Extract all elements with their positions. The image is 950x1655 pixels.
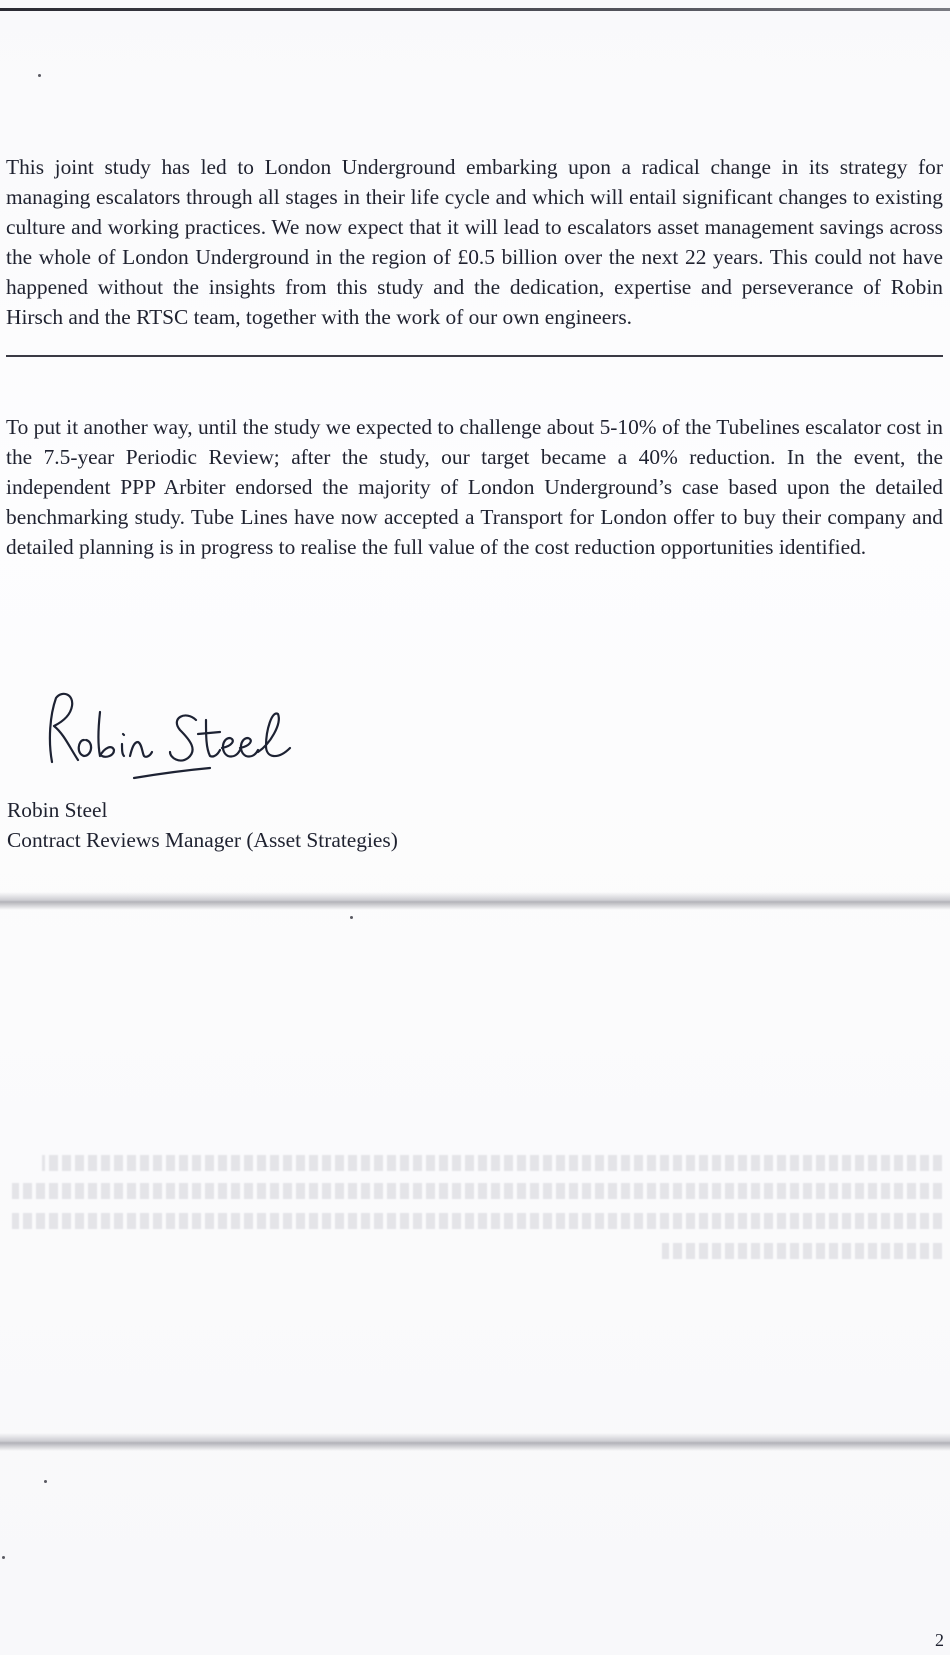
signatory-title: Contract Reviews Manager (Asset Strategies) bbox=[7, 828, 398, 852]
bleed-line bbox=[12, 1183, 942, 1199]
show-through-bleed bbox=[0, 1147, 950, 1277]
body-paragraph-2: To put it another way, until the study we expected to challenge about 5-10% of the Tubelines escalator cost in the 7.5-year Periodic Review; after the study, our target became a 40% reduction. In the event, the independent PPP Arbiter endorsed the majority of London Underground’s case based upon the detailed benchmarking study. Tube Lines have now accepted a Transport for London offer to buy their company and detailed planning is in progress to realise the full value of the cost reduction opportunities identified. bbox=[6, 415, 943, 559]
signatory-name: Robin Steel bbox=[7, 798, 108, 822]
bleed-line bbox=[42, 1155, 942, 1171]
paper-fold-crease bbox=[0, 1433, 950, 1451]
handwritten-signature bbox=[38, 690, 298, 785]
scan-speck bbox=[2, 1556, 5, 1559]
scan-speck bbox=[44, 1480, 47, 1483]
body-paragraph-1: This joint study has led to London Underground embarking upon a radical change in its strategy for managing escalators through all stages in their life cycle and which will entail significant changes to existing culture and working practices. We now expect that it will lead to escalators asset management savings across the whole of London Underground in the region of £0.5 billion over the next 22 years. This could not have happened without the insights from this study and the dedication, expertise and perseverance of Robin Hirsch and the RTSC team, together with the work of our own engineers. bbox=[6, 155, 943, 329]
page-number: 2 bbox=[935, 1630, 944, 1650]
top-edge-rule bbox=[0, 8, 950, 11]
scan-speck bbox=[38, 74, 41, 77]
paper-fold-crease bbox=[0, 892, 950, 910]
scan-speck bbox=[350, 916, 353, 919]
bleed-line bbox=[662, 1243, 942, 1259]
bleed-line bbox=[12, 1213, 942, 1229]
pen-underline-mark bbox=[6, 355, 943, 357]
